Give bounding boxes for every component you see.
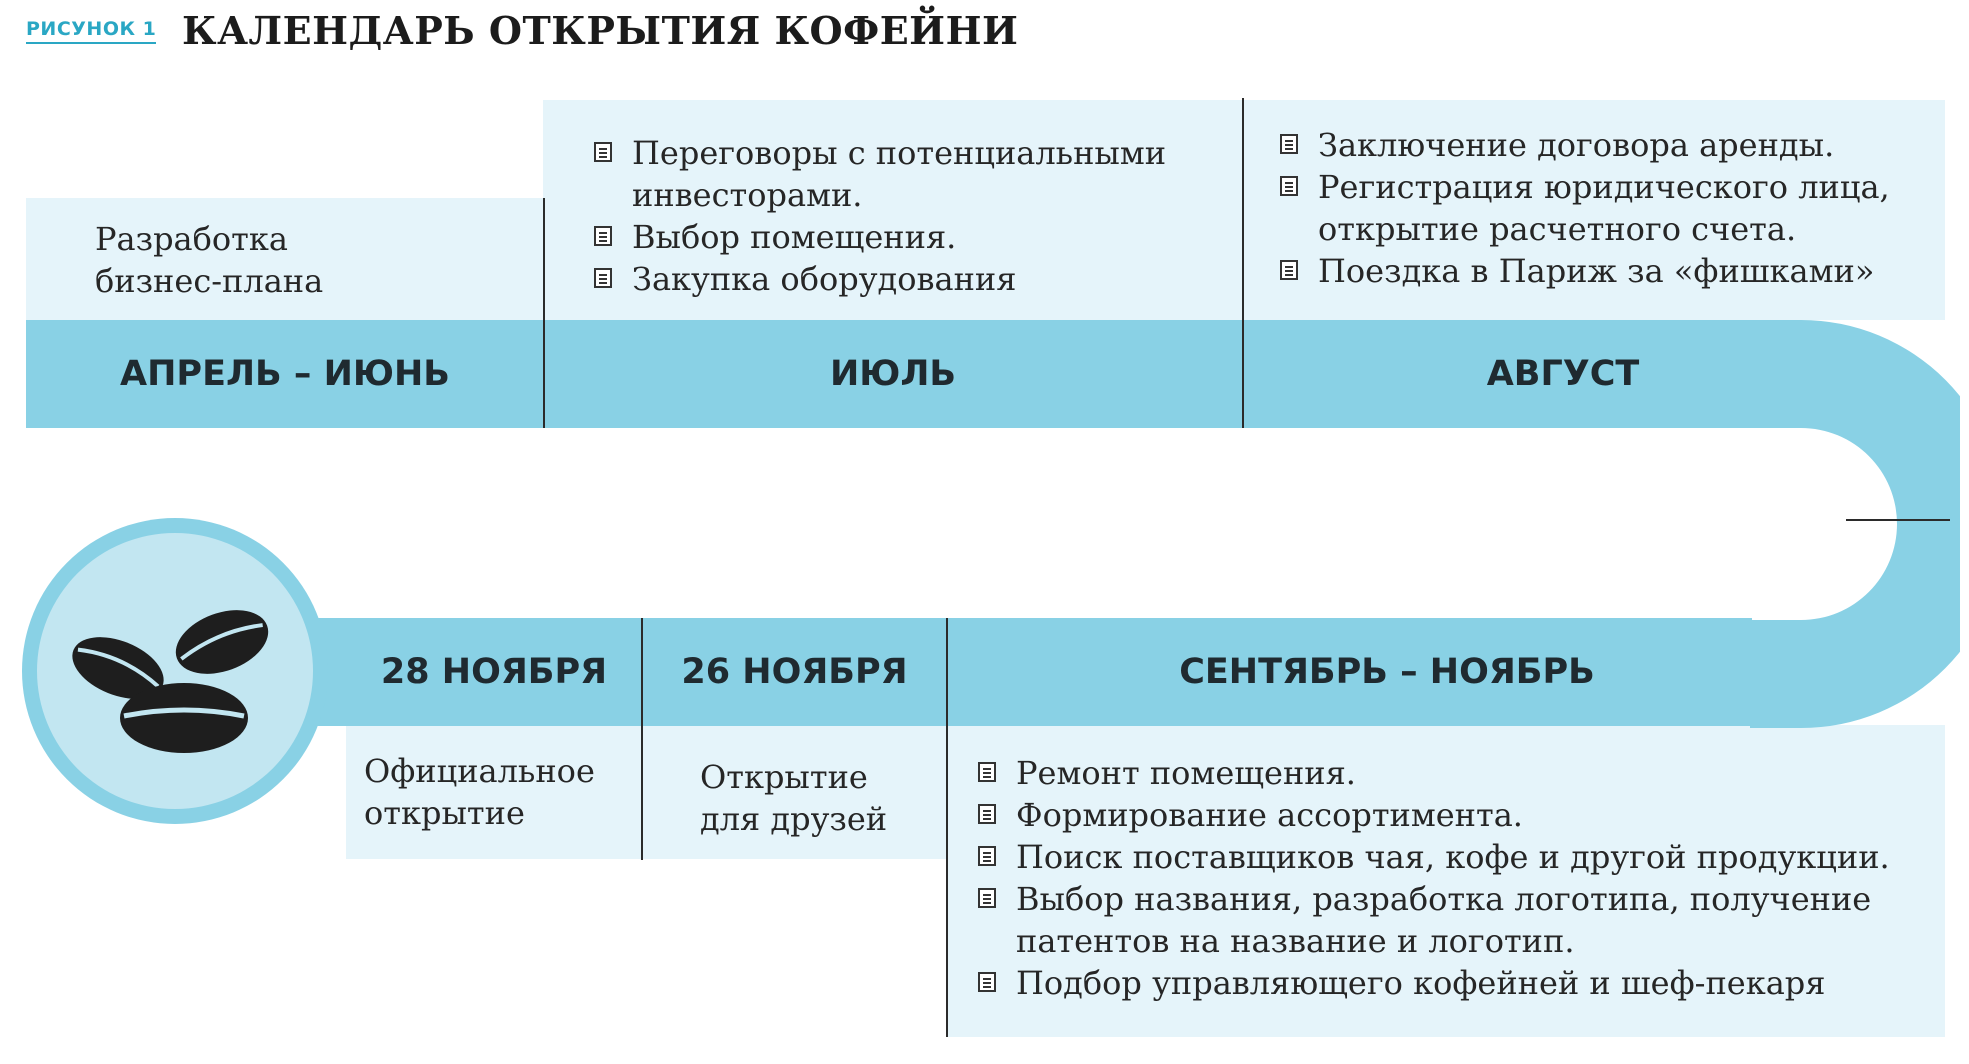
text-line: для друзей <box>700 800 888 838</box>
list-item <box>1278 124 1948 166</box>
april-june-description <box>95 218 323 302</box>
text-line: Разработка <box>95 220 288 258</box>
figure-label: РИСУНОК 1 <box>26 18 156 44</box>
text-line: Выбор помещения. <box>632 218 957 256</box>
text-line: инвесторами. <box>632 176 863 214</box>
text-line: Подбор управляющего кофейней и шеф-пекаря <box>1016 964 1826 1002</box>
july-task-list <box>592 132 1232 300</box>
text-line: бизнес-плана <box>95 262 324 300</box>
stage-label-nov26: 26 НОЯБРЯ <box>681 652 908 692</box>
list-item <box>1278 250 1948 292</box>
text-line: Поиск поставщиков чая, кофе и другой продукции. <box>1016 838 1890 876</box>
text-line: Регистрация юридического лица, <box>1318 168 1890 206</box>
stage-label-august: АВГУСТ <box>1486 354 1640 394</box>
list-item <box>976 836 1936 878</box>
list-item <box>976 794 1936 836</box>
list-bullet-icon <box>978 846 996 866</box>
text-line: Закупка оборудования <box>632 260 1017 298</box>
list-item <box>976 962 1936 1004</box>
list-bullet-icon <box>1280 134 1298 154</box>
sept-nov-task-list <box>976 752 1936 1004</box>
stage-label-april-june: АПРЕЛЬ – ИЮНЬ <box>120 354 450 394</box>
nov26-description <box>700 756 887 840</box>
stage-label-nov28: 28 НОЯБРЯ <box>380 652 608 692</box>
text-line: Официальное <box>364 752 595 790</box>
stage-label-july: ИЮЛЬ <box>829 354 957 394</box>
page-title: КАЛЕНДАРЬ ОТКРЫТИЯ КОФЕЙНИ <box>182 8 1019 53</box>
list-item <box>976 752 1936 794</box>
list-item <box>1278 166 1948 250</box>
list-bullet-icon <box>978 888 996 908</box>
text-line: Ремонт помещения. <box>1016 754 1356 792</box>
list-item <box>592 258 1232 300</box>
text-line: Заключение договора аренды. <box>1318 126 1835 164</box>
coffee-beans-icon <box>22 518 328 824</box>
list-bullet-icon <box>594 268 612 288</box>
nov28-description <box>364 750 595 834</box>
text-line: Выбор названия, разработка логотипа, получение <box>1016 880 1872 918</box>
stage-label-sept-nov: СЕНТЯБРЬ – НОЯБРЬ <box>1179 652 1595 692</box>
list-item <box>592 132 1232 216</box>
list-bullet-icon <box>1280 176 1298 196</box>
list-item <box>976 878 1936 962</box>
text-line: открытие <box>364 794 525 832</box>
text-line: Поездка в Париж за «фишками» <box>1318 252 1875 290</box>
list-bullet-icon <box>1280 260 1298 280</box>
list-bullet-icon <box>594 226 612 246</box>
list-bullet-icon <box>978 972 996 992</box>
list-bullet-icon <box>978 804 996 824</box>
list-bullet-icon <box>978 762 996 782</box>
list-item <box>592 216 1232 258</box>
august-task-list <box>1278 124 1948 292</box>
text-line: Открытие <box>700 758 868 796</box>
list-bullet-icon <box>594 142 612 162</box>
text-line: Формирование ассортимента. <box>1016 796 1523 834</box>
text-line: патентов на название и логотип. <box>1016 922 1575 960</box>
text-line: открытие расчетного счета. <box>1318 210 1797 248</box>
text-line: Переговоры с потенциальными <box>632 134 1167 172</box>
